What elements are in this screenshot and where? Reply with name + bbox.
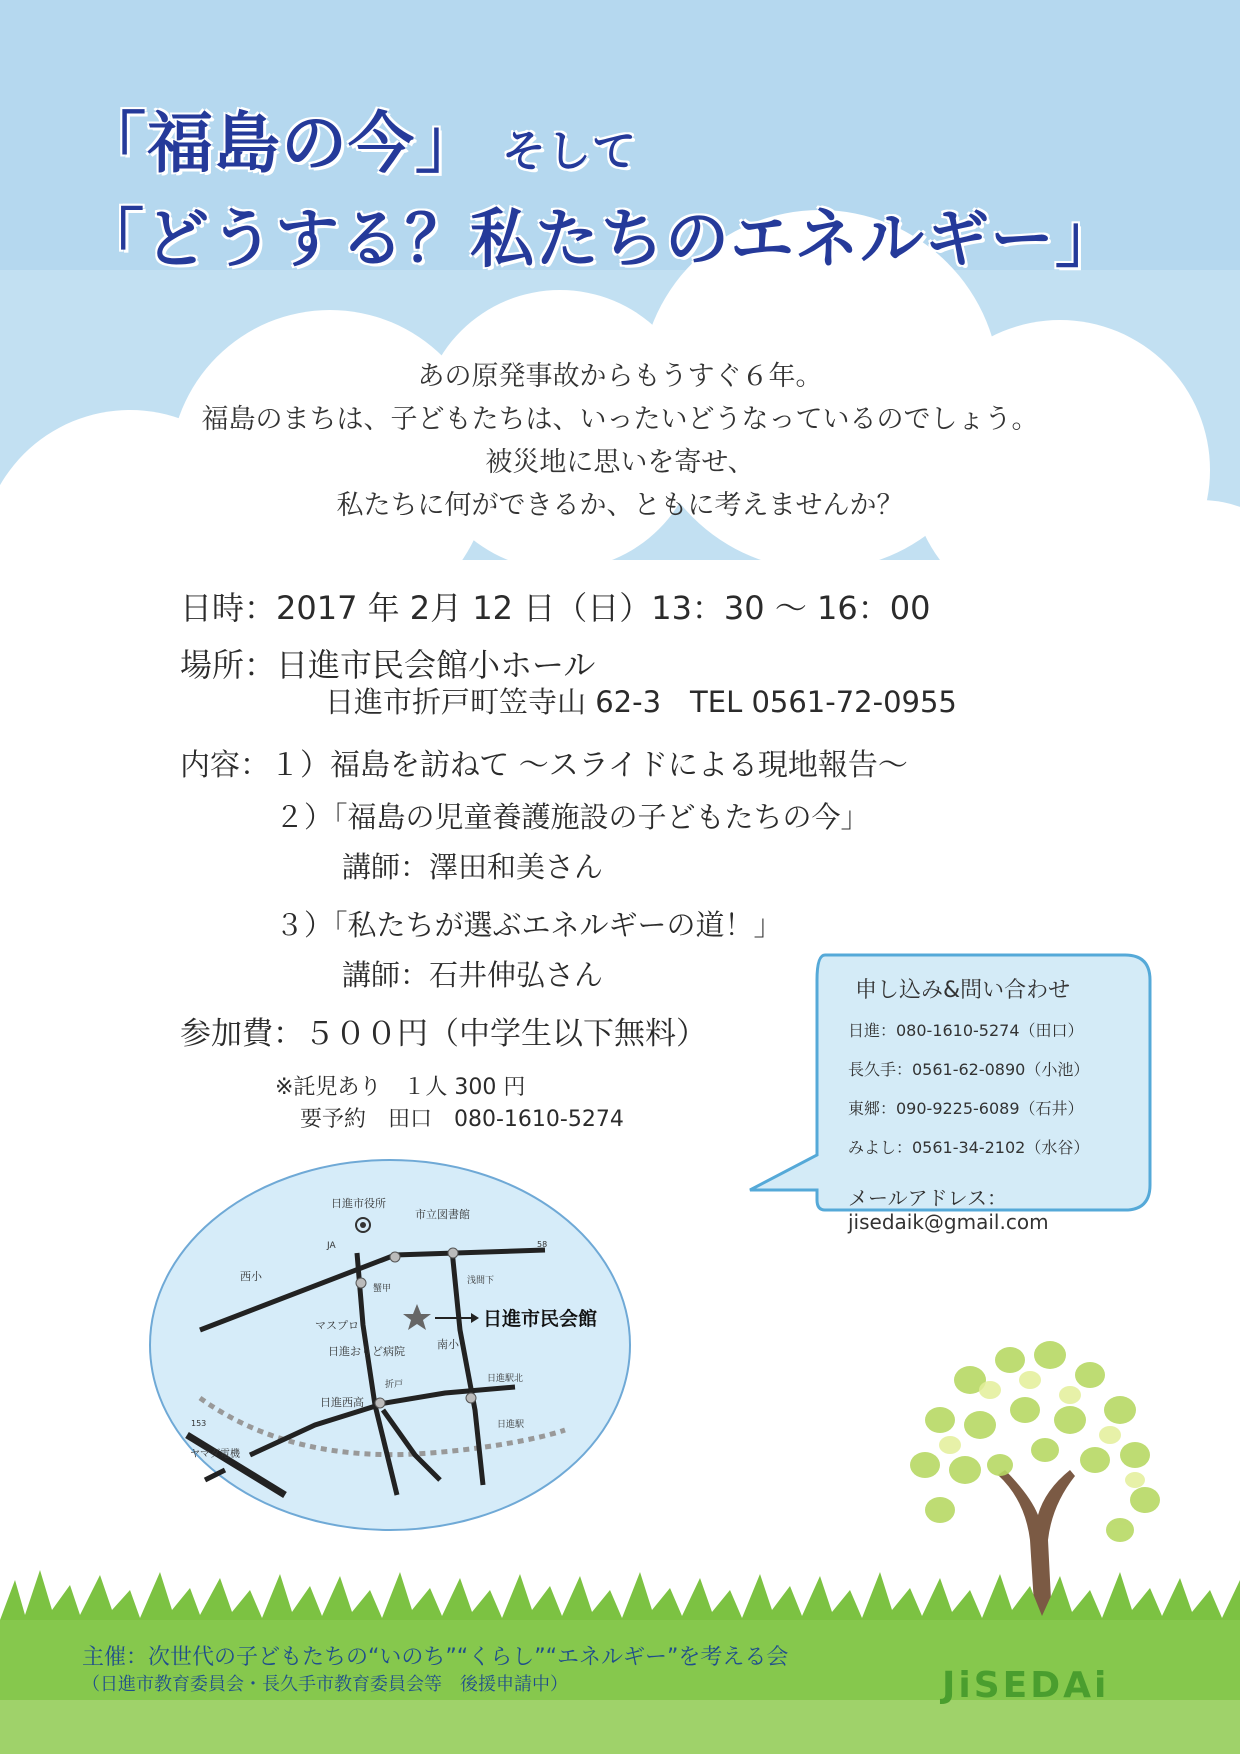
map-label-destination: 日進市民会館 [483,1308,598,1330]
contact-line-miyoshi: みよし：0561-34-2102（水谷） [848,1138,1090,1157]
speaker-2: 講師：澤田和美さん [342,850,604,884]
map-label-crossing-3: 折戸 [385,1380,404,1390]
map-label-yamada: ヤマダ電機 [190,1449,240,1460]
map-label-south-school: 南小 [437,1338,459,1351]
program-item-3: ３）「私たちが選ぶエネルギーの道！」 [275,908,783,942]
map-label-crossing-1: 蟹甲 [373,1284,392,1294]
map-label-ja: JA [327,1241,336,1251]
map-label-city-hall: 日進市役所 [331,1197,386,1210]
contact-line-nisshin: 日進：080-1610-5274（田口） [848,1021,1084,1040]
map-label-library: 市立図書館 [415,1208,470,1221]
organizer-text: 主催：次世代の子どもたちの“いのち”“くらし”“エネルギー”を考える会 [82,1645,789,1670]
intro-line: 私たちに何ができるか、ともに考えませんか？ [336,490,904,521]
program-item-1: 内容：１）福島を訪ねて ～スライドによる現地報告～ [180,748,908,783]
event-venue: 場所：日進市民会館小ホール [180,646,596,684]
email-label: メールアドレス： [848,1186,1007,1210]
contact-heading: 申し込み&問い合わせ [855,978,1071,1003]
intro-line: 被災地に思いを寄せ、 [485,447,755,478]
support-text: （日進市教育委員会・長久手市教育委員会等 後援申請中） [82,1674,568,1695]
map-label-masupuro: マスプロ [315,1319,359,1332]
intro-line: あの原発事故からもうすぐ６年。 [417,361,823,392]
speaker-3: 講師：石井伸弘さん [342,958,604,992]
event-datetime: 日時：2017 年 2月 12 日（日）13：30 ～ 16：00 [180,589,931,627]
access-map [145,1155,635,1535]
map-label-route-a: 153 [191,1419,207,1428]
intro-text [0,355,1240,527]
title-line2: 「どうする？私たちのエネルギー」 [80,203,1120,277]
participation-fee: 参加費：５００円（中学生以下無料） [180,1016,707,1052]
title-line1: 「福島の今」 そして [80,105,637,182]
childcare-note: ※託児あり １人 300 円 [275,1075,526,1100]
program-item-2: ２）「福島の児童養護施設の子どもたちの今」 [275,800,870,834]
map-label-hospital: 日進おりど病院 [328,1345,405,1358]
email-address[interactable]: jisedaik@gmail.com [848,1210,1049,1234]
map-label-high-school: 日進西高 [320,1396,364,1409]
map-label-crossing-2: 浅間下 [467,1276,495,1286]
map-label-station: 日進駅 [497,1420,525,1430]
jisedai-logo: JiSEDAi [942,1665,1110,1706]
map-label-station-north: 日進駅北 [487,1374,524,1384]
childcare-reservation: 要予約 田口 080-1610-5274 [300,1107,624,1132]
event-address: 日進市折戸町笠寺山 62-3 TEL 0561-72-0955 [325,685,957,719]
contact-line-togo: 東郷：090-9225-6089（石井） [848,1099,1084,1118]
map-label-west-school: 西小 [240,1270,262,1283]
title-connector: そして [502,126,637,177]
map-label-route-b: 58 [537,1240,548,1249]
intro-line: 福島のまちは、子どもたちは、いったいどうなっているのでしょう。 [201,404,1039,435]
contact-line-nagakute: 長久手：0561-62-0890（小池） [848,1060,1090,1079]
